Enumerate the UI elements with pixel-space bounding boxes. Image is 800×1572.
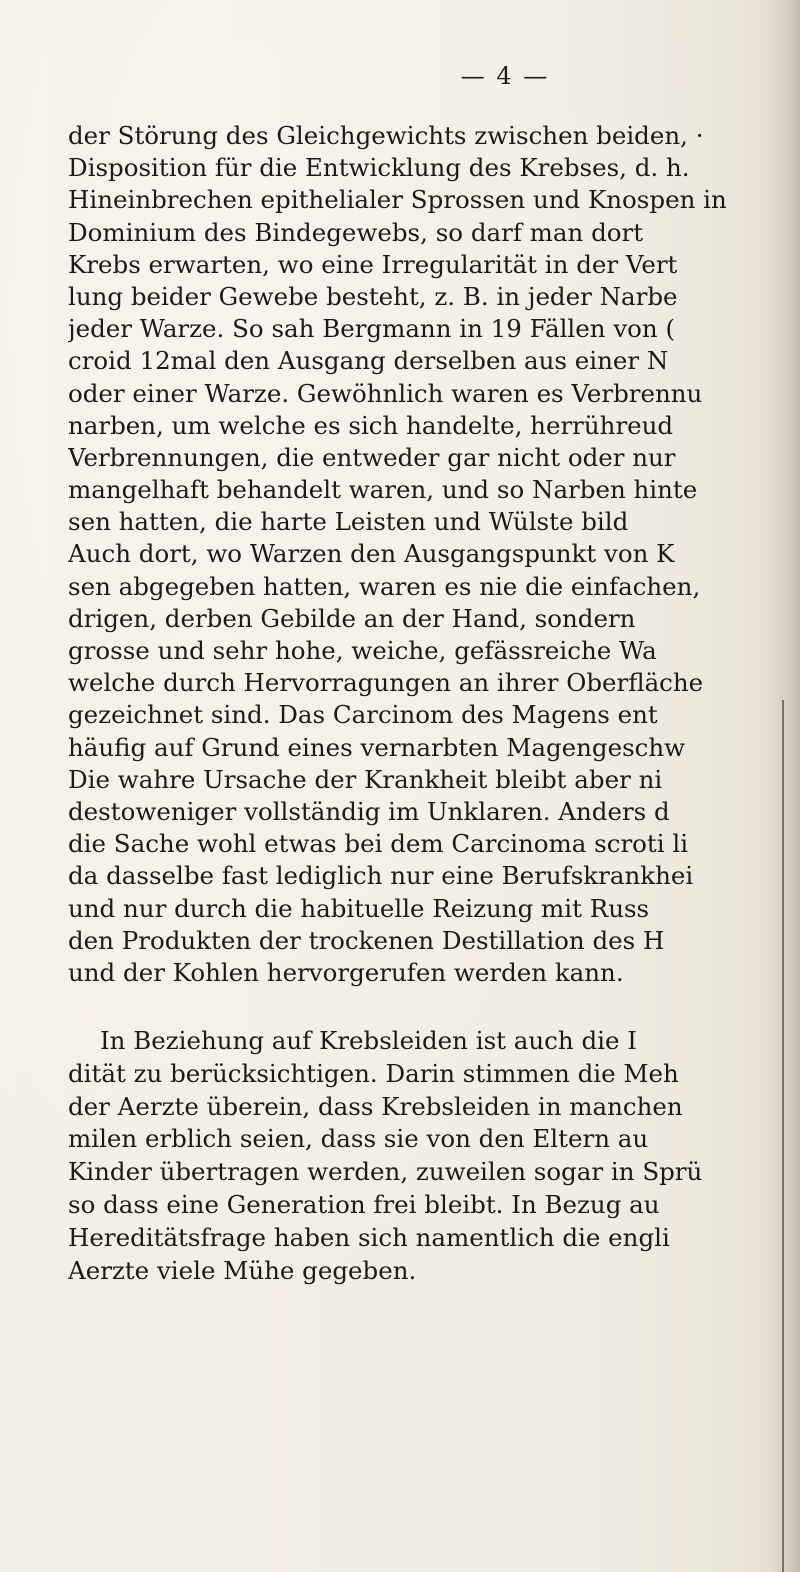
page-number: — 4 — (460, 62, 550, 90)
text-line: gezeichnet sind. Das Carcinom des Magens ent (68, 700, 658, 730)
text-line: den Produkten der trockenen Destillation des H (68, 925, 665, 955)
text-line: Auch dort, wo Warzen den Ausgangspunkt von K (68, 539, 675, 569)
text-line: jeder Warze. So sah Bergmann in 19 Fällen von ( (68, 314, 676, 344)
text-line: die Sache wohl etwas bei dem Carcinoma scroti li (68, 829, 689, 859)
text-line: sen abgegeben hatten, waren es nie die einfachen, (68, 571, 701, 601)
text-line: der Störung des Gleichgewichts zwischen beiden, · (68, 121, 704, 150)
text-line: narben, um welche es sich handelte, herrühreud (68, 410, 674, 440)
text-line: und der Kohlen hervorgerufen werden kann. (68, 957, 624, 987)
text-line: Verbrennungen, die entweder gar nicht oder nur (68, 442, 676, 472)
text-line: destoweniger vollständig im Unklaren. Anders d (68, 796, 670, 826)
text-line: Kinder übertragen werden, zuweilen sogar in Sprü (68, 1157, 703, 1187)
text-line: Krebs erwarten, wo eine Irregularität in der Vert (68, 249, 678, 279)
text-line: Hineinbrechen epithelialer Sprossen und Knospen in (68, 185, 727, 215)
text-line: Die wahre Ursache der Krankheit bleibt aber ni (68, 764, 663, 794)
text-line: häufig auf Grund eines vernarbten Magengeschw (68, 732, 686, 762)
text-line: und nur durch die habituelle Reizung mit Russ (68, 893, 650, 923)
paragraph-2 (68, 1025, 800, 1287)
text-line: oder einer Warze. Gewöhnlich waren es Verbrennu (68, 378, 703, 408)
text-line: sen hatten, die harte Leisten und Wülste bild (68, 507, 629, 537)
text-line: grosse und sehr hohe, weiche, gefässreiche Wa (68, 636, 657, 665)
text-line: lung beider Gewebe besteht, z. B. in jeder Narbe (68, 281, 678, 311)
text-line: da dasselbe fast lediglich nur eine Berufskrankhei (68, 861, 694, 891)
paragraph-1 (68, 120, 800, 989)
binding-edge (782, 700, 784, 1572)
text-line: milen erblich seien, dass sie von den Eltern au (68, 1124, 649, 1154)
text-line: drigen, derben Gebilde an der Hand, sondern (68, 603, 636, 633)
text-line: Hereditätsfrage haben sich namentlich die engli (68, 1222, 670, 1252)
text-line: Aerzte viele Mühe gegeben. (68, 1255, 417, 1285)
text-line: croid 12mal den Ausgang derselben aus einer N (68, 346, 669, 376)
text-line: so dass eine Generation frei bleibt. In Bezug au (68, 1189, 660, 1219)
text-line: mangelhaft behandelt waren, und so Narben hinte (68, 475, 698, 505)
text-line: Dominium des Bindegewebs, so darf man dort (68, 217, 644, 247)
text-line: der Aerzte überein, dass Krebsleiden in manchen (68, 1091, 683, 1121)
text-line: dität zu berücksichtigen. Darin stimmen die Meh (68, 1058, 679, 1088)
text-line: Disposition für die Entwicklung des Krebses, d. h. (68, 153, 690, 183)
text-line: welche durch Hervorragungen an ihrer Oberfläche (68, 668, 704, 698)
text-line: In Beziehung auf Krebsleiden ist auch die I (100, 1026, 637, 1055)
